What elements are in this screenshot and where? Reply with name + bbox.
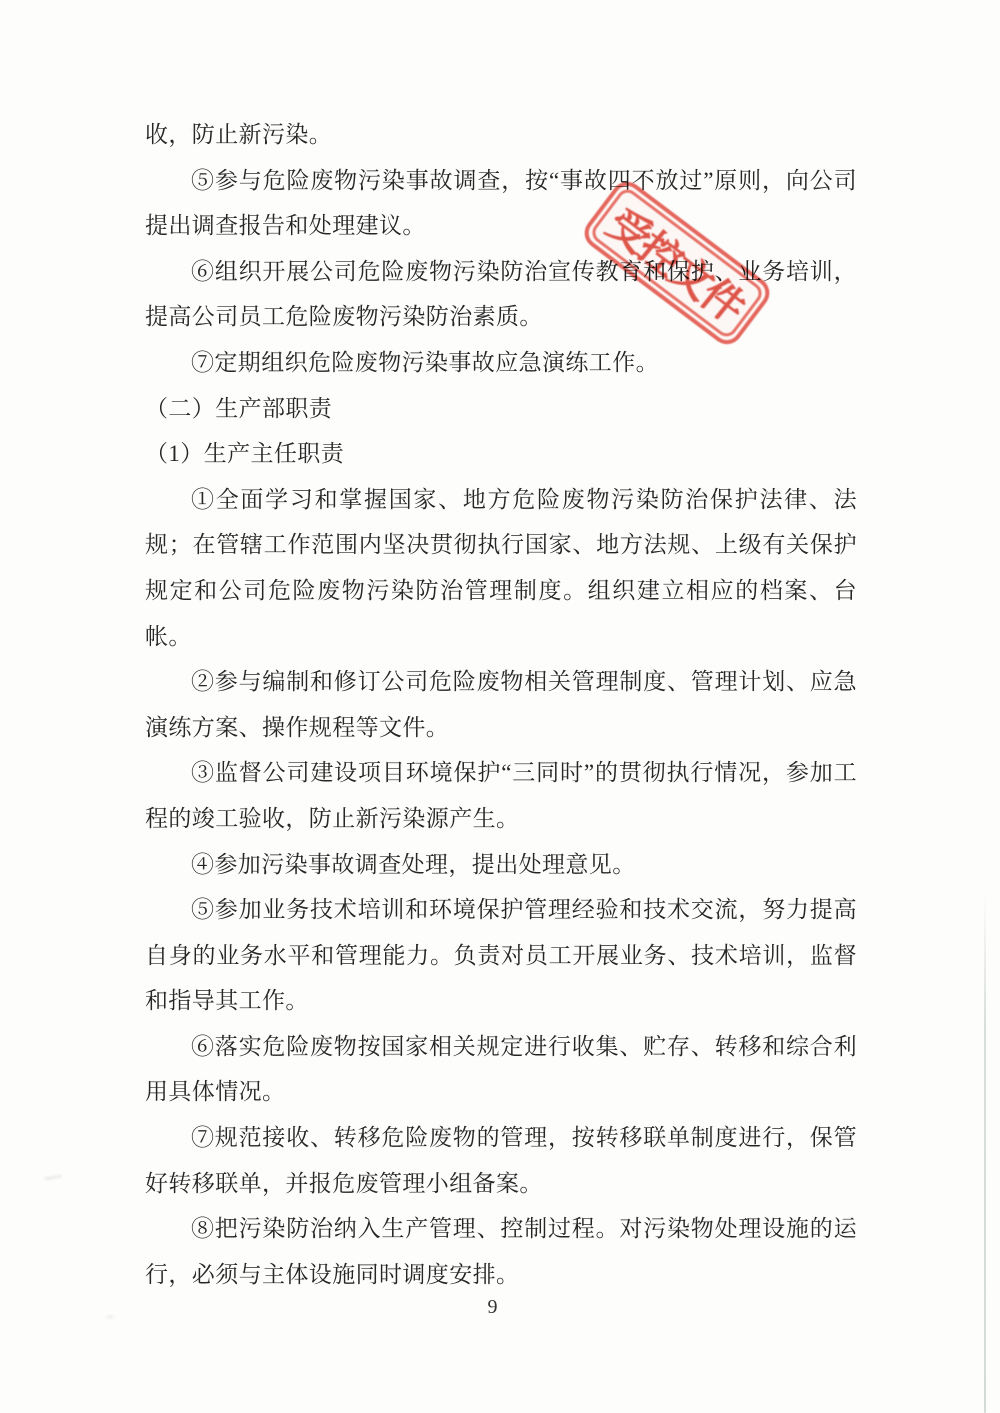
paragraph: ⑦规范接收、转移危险废物的管理，按转移联单制度进行，保管好转移联单，并报危废管理小组备案。 [145,1125,857,1196]
paragraph: ⑥落实危险废物按国家相关规定进行收集、贮存、转移和综合利用具体情况。 [145,1033,857,1105]
paragraph: （1）生产主任职责 [145,441,345,467]
paragraph: ③监督公司建设项目环境保护“三同时”的贯彻执行情况，参加工程的竣工验收，防止新污染源产生。 [145,760,857,831]
paragraph: ⑤参加业务技术培训和环境保护管理经验和技术交流，努力提高自身的业务水平和管理能力。负责对员工开展业务、技术培训，监督和指导其工作。 [145,897,857,1014]
paragraph: ⑦定期组织危险废物污染事故应急演练工作。 [191,349,659,375]
paragraph: ①全面学习和掌握国家、地方危险废物污染防治保护法律、法规；在管辖工作范围内坚决贯彻执行国家、地方法规、上级有关保护规定和公司危险废物污染防治管理制度。组织建立相应的档案、台帐。 [145,486,857,649]
scan-edge-artifact [984,895,986,1413]
paragraph: 收，防止新污染。 [145,122,333,147]
paragraph: ⑤参与危险废物污染事故调查，按“事故四不放过”原则，向公司提出调查报告和处理建议。 [145,167,857,239]
paragraph: ②参与编制和修订公司危险废物相关管理制度、管理计划、应急演练方案、操作规程等文件。 [145,669,857,740]
paragraph: （二）生产部职责 [145,395,333,421]
stamp-text: 受控文件 [597,201,752,331]
page-number: 9 [487,1296,498,1318]
scan-smudge [106,1315,114,1319]
paragraph: ⑥组织开展公司危险废物污染防治宣传教育和保护、业务培训，提高公司员工危险废物污染防治素质。 [145,258,857,330]
scan-smudge [44,1174,62,1180]
scan-smudge [190,128,200,131]
paragraph: ⑧把污染防治纳入生产管理、控制过程。对污染物处理设施的运行，必须与主体设施同时调度安排。 [145,1216,857,1287]
paragraph: ④参加污染事故调查处理，提出处理意见。 [191,851,636,877]
